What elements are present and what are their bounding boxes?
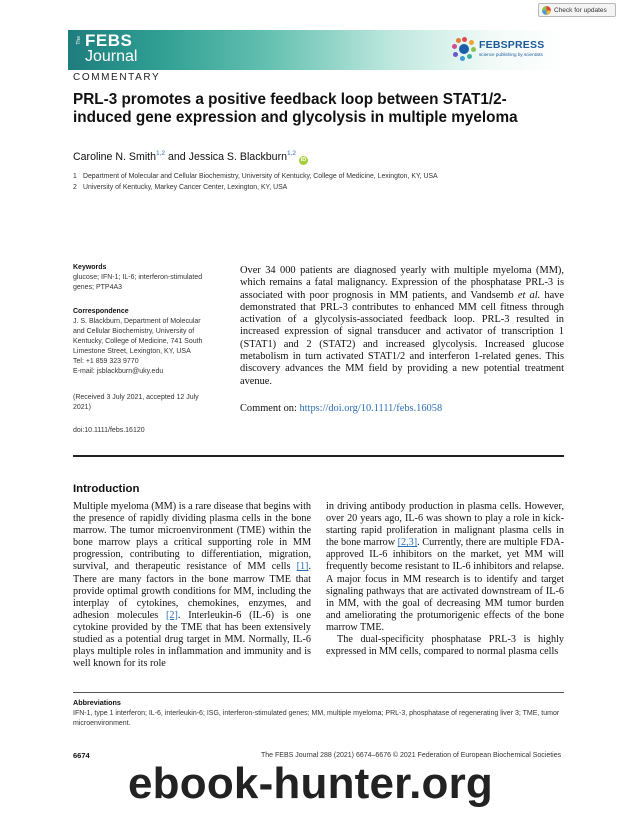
correspondence-block [73,307,233,377]
reference-link-3[interactable]: [2,3] [397,537,418,549]
author-2[interactable]: Jessica S. Blackburn [188,151,287,163]
abstract-et-al: et al. [517,289,541,301]
logo-the: The [76,36,82,45]
reference-link-1[interactable]: [1] [296,561,309,573]
intro-left-text-2: . There are many factors in the bone marrow TME that provide optimal growth conditions for MM, including the interplay of cytokines, chemokines, enzymes, and adhesion molecules [73,561,311,621]
section-divider [73,455,564,457]
abstract [240,265,564,388]
crossmark-icon [542,6,551,15]
keywords-heading: Keywords [73,264,107,271]
intro-column-left [73,501,311,670]
page-number: 6674 [73,751,90,760]
check-for-updates-button[interactable] [538,3,616,17]
orcid-icon[interactable]: iD [300,157,307,163]
intro-right-paragraph-2: The dual-specificity phosphatase PRL-3 is highly expressed in MM cells, compared to normal plasma cells [326,634,564,658]
author-2-affil[interactable]: 1,2 [287,150,297,157]
correspondence-line: Kentucky, College of Medicine, 741 South [73,338,203,345]
intro-right-text-1: in driving antibody production in plasma cells. However, over 20 years ago, IL-6 was shown to play a role in kick-starting rapid proliferation in malignant plasma cells in the bone marrow [326,501,564,549]
abbreviations-divider [73,692,564,693]
affiliation-2-text: University of Kentucky, Markey Cancer Center, Lexington, KY, USA [83,184,288,191]
keywords-block [73,263,233,293]
febs-press-tagline: science publishing by scientists [479,52,543,57]
article-doi[interactable]: doi:10.1111/febs.16120 [73,427,145,434]
check-for-updates-label: Check for updates [554,6,607,14]
comment-on [240,403,442,414]
abbreviations-heading: Abbreviations [73,698,121,707]
abstract-part-2: have demonstrated that PRL-3 contributes to enhanced MM cell fitness through activation of a glycolysis-associated feedback loop. PRL-3 resulted in increased expression of signal transducer and activator of transcription 1 (STAT1) and 2 (STAT2) and increased glycolysis. Increased glucose metabolism in turn activated STAT1/2 and interferon 1-related genes. This discovery advances the MM field by providing a new potential treatment avenue. [240,289,564,387]
correspondence-line: and Cellular Biochemistry, University of [73,328,195,335]
author-conjunction: and [168,151,186,163]
affiliation-1-text: Department of Molecular and Cellular Biochemistry, University of Kentucky, College of Medicine, Lexington, KY, USA [83,173,438,180]
correspondence-phone: Tel: +1 859 323 9770 [73,358,139,365]
correspondence-line: J. S. Blackburn, Department of Molecular [73,318,201,325]
febs-press-logo [452,35,562,63]
correspondence-heading: Correspondence [73,308,129,315]
intro-right-text-2: . Currently, there are multiple FDA-approved IL-6 inhibitors on the market, yet MM will frequently become resistant to IL-6 inhibitors and relapse. A major focus in MM research is to identify and target signaling pathways that are activated downstream of IL-6 in MM, with the goal of decreasing MM tumor burden and ameliorating the protumorigenic effects of the bone marrow TME. [326,537,565,633]
intro-left-text-3: . Interleukin-6 (IL-6) is one cytokine provided by the TME that has been extensively studied as a potential drug target in MM. Normally, IL-6 plays multiple roles in inflammation and immunity and is well known for its role [73,609,312,670]
introduction-heading: Introduction [73,483,140,495]
intro-left-text-1: Multiple myeloma (MM) is a rare disease that begins with the presence of rapidly dividing plasma cells in the bone marrow. The tumor microenvironment (TME) within the bone marrow plays a critical supporting role in MM progression, contributing to differentiation, migration, survival, and therapeutic resistance of MM cells [73,501,311,573]
reference-link-2[interactable]: [2] [166,609,178,621]
affiliation-1 [73,173,438,180]
article-type-label: COMMENTARY [73,72,161,83]
footer-citation: The FEBS Journal 288 (2021) 6674–6676 © 2021 Federation of European Biochemical Societies [261,752,562,759]
affiliation-1-number: 1 [73,173,77,180]
author-1-affil[interactable]: 1,2 [156,150,166,157]
author-list [73,150,308,165]
logo-febs: FEBS [85,31,133,50]
abbreviations-text: IFN-1, type 1 interferon; IL-6, interleukin-6; ISG, interferon-stimulated genes; MM, multiple myeloma; PRL-3, phosphatase of regenerating liver 3; TME, tumor microenvironment. [73,710,560,727]
febs-press-icon [452,37,476,61]
febs-press-name: FEBSPRESS [479,39,545,51]
affiliation-2-number: 2 [73,184,77,191]
received-dates [73,393,233,413]
received-line-1: (Received 3 July 2021, accepted 12 July [73,394,199,401]
watermark: ebook-hunter.org [128,759,493,808]
received-line-2: 2021) [73,404,91,411]
logo-journal: Journal [85,48,138,65]
affiliation-2 [73,184,287,191]
author-1[interactable]: Caroline N. Smith [73,151,157,163]
keywords-line-1: glucose; IFN-1; IL-6; interferon-stimulated [73,274,203,281]
keywords-line-2: genes; PTP4A3 [73,284,123,291]
abstract-part-1: Over 34 000 patients are diagnosed yearly with multiple myeloma (MM), which remains a fatal malignancy. Expression of the phosphatase PRL-3 is associated with poor prognosis in MM patients, and Vandsemb [240,265,564,301]
correspondence-line: Limestone Street, Lexington, KY, USA [73,348,191,355]
comment-on-link[interactable]: https://doi.org/10.1111/febs.16058 [299,403,443,414]
intro-column-right [326,501,564,658]
article-title: PRL-3 promotes a positive feedback loop between STAT1/2-induced gene expression and glycolysis in multiple myeloma [73,91,518,126]
comment-on-label: Comment on: [240,403,300,414]
correspondence-email[interactable]: E-mail: jsblackburn@uky.edu [73,368,164,375]
